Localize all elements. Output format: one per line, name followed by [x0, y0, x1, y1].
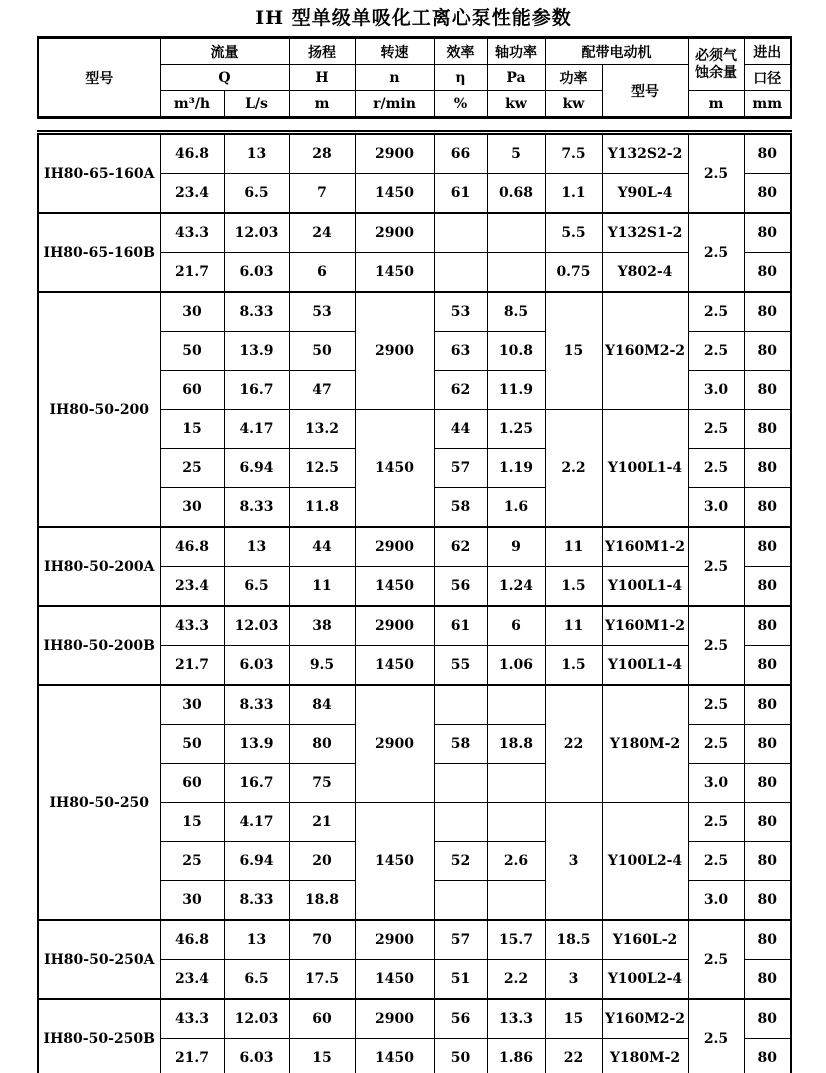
cell-eta [434, 881, 487, 921]
cell-eta: 57 [434, 449, 487, 488]
cell-m3h: 43.3 [160, 606, 224, 646]
cell-ls: 13.9 [224, 332, 289, 371]
cell-eta: 61 [434, 606, 487, 646]
cell-n: 1450 [355, 253, 434, 293]
cell-pa: 1.06 [487, 646, 545, 686]
cell-motor: Y100L2-4 [602, 803, 688, 921]
cell-ls: 6.5 [224, 174, 289, 214]
cell-h: 38 [289, 606, 355, 646]
cell-eta: 66 [434, 133, 487, 174]
header-shaft-power: 轴功率 [487, 38, 545, 65]
cell-eta [434, 803, 487, 842]
cell-pa: 1.19 [487, 449, 545, 488]
cell-eta [434, 213, 487, 253]
cell-ls: 4.17 [224, 803, 289, 842]
cell-kw: 3 [545, 803, 602, 921]
cell-kw: 7.5 [545, 133, 602, 174]
cell-m3h: 21.7 [160, 253, 224, 293]
header-unit-ls: L/s [224, 91, 289, 118]
cell-mm: 80 [744, 725, 791, 764]
cell-h: 18.8 [289, 881, 355, 921]
cell-pa [487, 881, 545, 921]
cell-mm: 80 [744, 1039, 791, 1073]
table-row [38, 292, 791, 332]
cell-npsh: 3.0 [688, 764, 744, 803]
header-efficiency: 效率 [434, 38, 487, 65]
cell-n: 1450 [355, 1039, 434, 1073]
cell-n: 2900 [355, 685, 434, 803]
cell-eta: 56 [434, 999, 487, 1039]
cell-kw: 1.1 [545, 174, 602, 214]
cell-h: 75 [289, 764, 355, 803]
cell-mm: 80 [744, 371, 791, 410]
cell-m3h: 43.3 [160, 213, 224, 253]
cell-pa: 0.68 [487, 174, 545, 214]
cell-m3h: 46.8 [160, 920, 224, 960]
cell-ls: 4.17 [224, 410, 289, 449]
model-cell: IH80-50-250 [38, 685, 160, 920]
cell-eta: 58 [434, 725, 487, 764]
header-head-symbol: H [289, 65, 355, 91]
table-row [38, 527, 791, 567]
table-row [38, 685, 791, 725]
cell-pa: 2.6 [487, 842, 545, 881]
cell-h: 7 [289, 174, 355, 214]
model-cell: IH80-65-160A [38, 133, 160, 214]
cell-motor: Y100L1-4 [602, 567, 688, 607]
cell-pa: 11.9 [487, 371, 545, 410]
cell-mm: 80 [744, 410, 791, 449]
cell-motor: Y160M2-2 [602, 292, 688, 410]
cell-ls: 6.03 [224, 646, 289, 686]
cell-h: 6 [289, 253, 355, 293]
cell-motor: Y132S1-2 [602, 213, 688, 253]
cell-ls: 6.5 [224, 567, 289, 607]
header-table [37, 36, 792, 119]
cell-motor: Y180M-2 [602, 1039, 688, 1073]
header-inout-line2: 口径 [744, 65, 791, 91]
cell-motor: Y90L-4 [602, 174, 688, 214]
header-unit-mm: mm [744, 91, 791, 118]
header-head: 扬程 [289, 38, 355, 65]
cell-pa: 1.24 [487, 567, 545, 607]
cell-m3h: 30 [160, 292, 224, 332]
header-model: 型号 [38, 38, 160, 118]
cell-m3h: 43.3 [160, 999, 224, 1039]
cell-h: 13.2 [289, 410, 355, 449]
header-npsh-line2: 蚀余量 [695, 64, 737, 81]
cell-eta: 50 [434, 1039, 487, 1073]
cell-eta: 51 [434, 960, 487, 1000]
cell-ls: 6.03 [224, 1039, 289, 1073]
table-row [38, 606, 791, 646]
cell-mm: 80 [744, 332, 791, 371]
model-cell: IH80-50-200A [38, 527, 160, 606]
cell-npsh: 2.5 [688, 920, 744, 999]
pump-table-body [38, 133, 791, 1073]
header-unit-kw-shaft: kw [487, 91, 545, 118]
cell-pa: 18.8 [487, 725, 545, 764]
cell-m3h: 60 [160, 764, 224, 803]
cell-mm: 80 [744, 999, 791, 1039]
cell-kw: 11 [545, 527, 602, 567]
cell-ls: 12.03 [224, 999, 289, 1039]
table-row [38, 133, 791, 174]
cell-eta: 55 [434, 646, 487, 686]
header-motor-power: 功率 [545, 65, 602, 91]
header-flow: 流量 [160, 38, 289, 65]
cell-n: 2900 [355, 133, 434, 174]
cell-pa: 1.86 [487, 1039, 545, 1073]
cell-eta: 63 [434, 332, 487, 371]
cell-eta [434, 764, 487, 803]
table-row [38, 920, 791, 960]
cell-npsh: 2.5 [688, 999, 744, 1073]
cell-m3h: 25 [160, 449, 224, 488]
cell-npsh: 2.5 [688, 803, 744, 842]
cell-n: 2900 [355, 292, 434, 410]
header-unit-rmin: r/min [355, 91, 434, 118]
cell-ls: 12.03 [224, 606, 289, 646]
cell-n: 1450 [355, 174, 434, 214]
cell-h: 84 [289, 685, 355, 725]
cell-mm: 80 [744, 253, 791, 293]
cell-pa: 6 [487, 606, 545, 646]
cell-h: 44 [289, 527, 355, 567]
header-unit-pct: % [434, 91, 487, 118]
cell-m3h: 46.8 [160, 133, 224, 174]
cell-h: 70 [289, 920, 355, 960]
cell-n: 2900 [355, 527, 434, 567]
cell-kw: 11 [545, 606, 602, 646]
cell-mm: 80 [744, 567, 791, 607]
cell-ls: 8.33 [224, 881, 289, 921]
header-motor-model: 型号 [602, 65, 688, 118]
cell-mm: 80 [744, 685, 791, 725]
header-motor: 配带电动机 [545, 38, 688, 65]
cell-h: 20 [289, 842, 355, 881]
model-cell: IH80-50-200 [38, 292, 160, 527]
cell-eta: 44 [434, 410, 487, 449]
cell-kw: 2.2 [545, 410, 602, 528]
cell-m3h: 30 [160, 881, 224, 921]
header-shaft-power-symbol: Pa [487, 65, 545, 91]
cell-n: 2900 [355, 606, 434, 646]
cell-eta: 61 [434, 174, 487, 214]
cell-h: 11 [289, 567, 355, 607]
cell-mm: 80 [744, 488, 791, 528]
cell-npsh: 2.5 [688, 449, 744, 488]
header-unit-npsh-m: m [688, 91, 744, 118]
cell-pa: 2.2 [487, 960, 545, 1000]
cell-h: 60 [289, 999, 355, 1039]
cell-eta: 53 [434, 292, 487, 332]
cell-eta: 56 [434, 567, 487, 607]
cell-motor: Y160M1-2 [602, 606, 688, 646]
cell-m3h: 23.4 [160, 960, 224, 1000]
cell-kw: 1.5 [545, 567, 602, 607]
cell-pa: 8.5 [487, 292, 545, 332]
cell-m3h: 46.8 [160, 527, 224, 567]
cell-motor: Y160M2-2 [602, 999, 688, 1039]
cell-eta [434, 253, 487, 293]
cell-m3h: 50 [160, 725, 224, 764]
header-speed: 转速 [355, 38, 434, 65]
cell-pa: 1.25 [487, 410, 545, 449]
cell-npsh: 2.5 [688, 410, 744, 449]
cell-npsh: 2.5 [688, 606, 744, 685]
cell-ls: 8.33 [224, 292, 289, 332]
cell-m3h: 23.4 [160, 567, 224, 607]
cell-motor: Y100L2-4 [602, 960, 688, 1000]
cell-m3h: 21.7 [160, 646, 224, 686]
header-row-1 [38, 38, 791, 65]
cell-npsh: 2.5 [688, 332, 744, 371]
cell-pa: 1.6 [487, 488, 545, 528]
cell-kw: 22 [545, 685, 602, 803]
cell-ls: 8.33 [224, 488, 289, 528]
cell-eta: 62 [434, 527, 487, 567]
cell-h: 28 [289, 133, 355, 174]
cell-h: 50 [289, 332, 355, 371]
cell-h: 53 [289, 292, 355, 332]
cell-h: 15 [289, 1039, 355, 1073]
cell-m3h: 30 [160, 685, 224, 725]
cell-kw: 15 [545, 999, 602, 1039]
cell-npsh: 3.0 [688, 371, 744, 410]
header-inout-line1: 进出 [744, 38, 791, 65]
cell-motor: Y160M1-2 [602, 527, 688, 567]
cell-pa [487, 803, 545, 842]
cell-mm: 80 [744, 881, 791, 921]
cell-npsh: 2.5 [688, 292, 744, 332]
cell-mm: 80 [744, 803, 791, 842]
cell-mm: 80 [744, 842, 791, 881]
cell-m3h: 30 [160, 488, 224, 528]
cell-m3h: 15 [160, 803, 224, 842]
cell-n: 2900 [355, 999, 434, 1039]
table-row [38, 213, 791, 253]
cell-mm: 80 [744, 920, 791, 960]
cell-kw: 0.75 [545, 253, 602, 293]
header-efficiency-symbol: η [434, 65, 487, 91]
cell-n: 1450 [355, 960, 434, 1000]
cell-ls: 6.5 [224, 960, 289, 1000]
table-row [38, 999, 791, 1039]
cell-ls: 6.94 [224, 449, 289, 488]
cell-pa [487, 213, 545, 253]
header-npsh [688, 38, 744, 91]
cell-pa: 5 [487, 133, 545, 174]
cell-ls: 13 [224, 920, 289, 960]
cell-npsh: 2.5 [688, 133, 744, 214]
cell-ls: 12.03 [224, 213, 289, 253]
cell-m3h: 50 [160, 332, 224, 371]
cell-m3h: 23.4 [160, 174, 224, 214]
cell-npsh: 2.5 [688, 527, 744, 606]
cell-n: 2900 [355, 213, 434, 253]
cell-kw: 5.5 [545, 213, 602, 253]
header-npsh-line1: 必须气 [695, 47, 737, 64]
cell-h: 47 [289, 371, 355, 410]
cell-n: 1450 [355, 567, 434, 607]
cell-eta [434, 685, 487, 725]
header-flow-symbol: Q [160, 65, 289, 91]
model-cell: IH80-50-250A [38, 920, 160, 999]
cell-ls: 6.03 [224, 253, 289, 293]
header-speed-symbol: n [355, 65, 434, 91]
cell-mm: 80 [744, 606, 791, 646]
cell-eta: 58 [434, 488, 487, 528]
cell-npsh: 2.5 [688, 725, 744, 764]
cell-h: 21 [289, 803, 355, 842]
cell-h: 24 [289, 213, 355, 253]
cell-ls: 13 [224, 527, 289, 567]
cell-h: 80 [289, 725, 355, 764]
data-table [37, 130, 792, 1073]
cell-kw: 22 [545, 1039, 602, 1073]
cell-motor: Y180M-2 [602, 685, 688, 803]
cell-motor: Y802-4 [602, 253, 688, 293]
cell-pa [487, 764, 545, 803]
model-cell: IH80-65-160B [38, 213, 160, 292]
cell-mm: 80 [744, 133, 791, 174]
cell-mm: 80 [744, 960, 791, 1000]
cell-ls: 16.7 [224, 371, 289, 410]
cell-ls: 13 [224, 133, 289, 174]
header-unit-m3h: m³/h [160, 91, 224, 118]
cell-ls: 16.7 [224, 764, 289, 803]
cell-mm: 80 [744, 646, 791, 686]
cell-kw: 18.5 [545, 920, 602, 960]
cell-mm: 80 [744, 527, 791, 567]
cell-motor: Y100L1-4 [602, 410, 688, 528]
cell-h: 12.5 [289, 449, 355, 488]
header-unit-m: m [289, 91, 355, 118]
cell-pa [487, 253, 545, 293]
cell-mm: 80 [744, 449, 791, 488]
cell-kw: 3 [545, 960, 602, 1000]
cell-eta: 62 [434, 371, 487, 410]
cell-mm: 80 [744, 292, 791, 332]
cell-n: 2900 [355, 920, 434, 960]
cell-mm: 80 [744, 174, 791, 214]
cell-n: 1450 [355, 803, 434, 921]
cell-m3h: 60 [160, 371, 224, 410]
cell-motor: Y132S2-2 [602, 133, 688, 174]
cell-mm: 80 [744, 764, 791, 803]
cell-m3h: 21.7 [160, 1039, 224, 1073]
cell-mm: 80 [744, 213, 791, 253]
page-title: IH 型单级单吸化工离心泵性能参数 [255, 7, 572, 29]
cell-npsh: 3.0 [688, 881, 744, 921]
cell-n: 1450 [355, 410, 434, 528]
cell-m3h: 15 [160, 410, 224, 449]
cell-pa: 9 [487, 527, 545, 567]
cell-ls: 8.33 [224, 685, 289, 725]
cell-h: 9.5 [289, 646, 355, 686]
cell-pa: 10.8 [487, 332, 545, 371]
cell-eta: 52 [434, 842, 487, 881]
cell-pa [487, 685, 545, 725]
cell-ls: 13.9 [224, 725, 289, 764]
cell-kw: 1.5 [545, 646, 602, 686]
cell-kw: 15 [545, 292, 602, 410]
model-cell: IH80-50-250B [38, 999, 160, 1073]
cell-m3h: 25 [160, 842, 224, 881]
cell-motor: Y160L-2 [602, 920, 688, 960]
cell-n: 1450 [355, 646, 434, 686]
cell-npsh: 2.5 [688, 685, 744, 725]
cell-npsh: 2.5 [688, 842, 744, 881]
cell-eta: 57 [434, 920, 487, 960]
cell-pa: 15.7 [487, 920, 545, 960]
header-unit-kw-motor: kw [545, 91, 602, 118]
cell-npsh: 3.0 [688, 488, 744, 528]
cell-pa: 13.3 [487, 999, 545, 1039]
cell-ls: 6.94 [224, 842, 289, 881]
cell-npsh: 2.5 [688, 213, 744, 292]
model-cell: IH80-50-200B [38, 606, 160, 685]
cell-h: 11.8 [289, 488, 355, 528]
cell-h: 17.5 [289, 960, 355, 1000]
cell-motor: Y100L1-4 [602, 646, 688, 686]
